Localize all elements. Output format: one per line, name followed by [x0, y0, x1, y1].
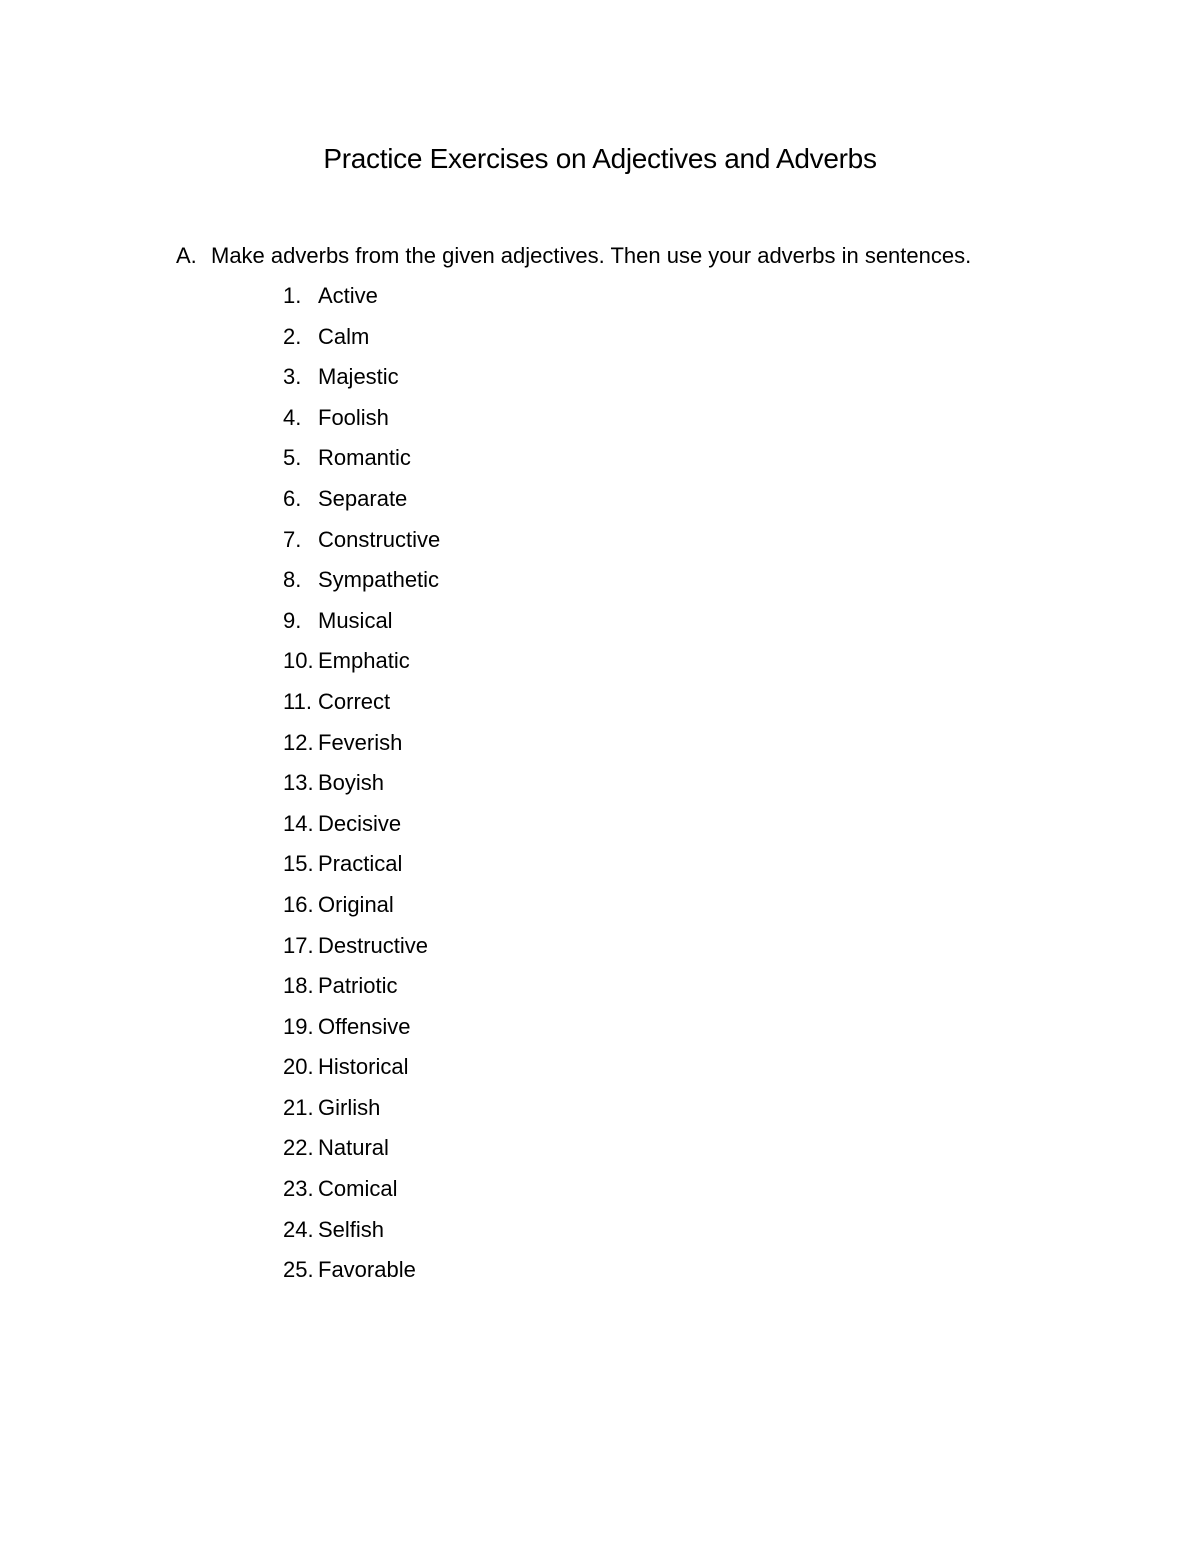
list-item-number: 11. [283, 688, 312, 714]
list-item [283, 362, 440, 403]
list-item [283, 281, 440, 322]
list-item-number: 24. [283, 1216, 314, 1242]
list-item-adjective: Romantic [318, 445, 411, 471]
list-item [283, 1133, 440, 1174]
list-item [283, 403, 440, 444]
list-item-number: 19. [283, 1013, 314, 1039]
list-item [283, 606, 440, 647]
list-item [283, 931, 440, 972]
adjective-list [283, 281, 440, 1296]
list-item-adjective: Historical [318, 1054, 409, 1080]
list-item-adjective: Constructive [318, 526, 441, 552]
list-item-adjective: Emphatic [318, 648, 410, 674]
list-item-adjective: Offensive [318, 1013, 411, 1039]
list-item-number: 9. [283, 607, 302, 633]
list-item-adjective: Girlish [318, 1094, 381, 1120]
list-item-number: 12. [283, 729, 314, 755]
list-item-number: 22. [283, 1135, 314, 1161]
list-item-adjective: Boyish [318, 770, 385, 796]
list-item [283, 687, 440, 728]
list-item-number: 16. [283, 891, 314, 917]
list-item-number: 23. [283, 1176, 314, 1202]
list-item-number: 3. [283, 364, 302, 390]
list-item-number: 2. [283, 323, 302, 349]
list-item-number: 25. [283, 1257, 314, 1283]
list-item [283, 768, 440, 809]
list-item [283, 971, 440, 1012]
list-item-number: 17. [283, 932, 314, 958]
list-item [283, 809, 440, 850]
list-item-number: 4. [283, 404, 302, 430]
list-item [283, 1215, 440, 1256]
list-item [283, 1174, 440, 1215]
list-item-number: 8. [283, 567, 302, 593]
list-item-adjective: Active [318, 283, 378, 308]
list-item-number: 21. [283, 1094, 314, 1120]
list-item [283, 646, 440, 687]
list-item-adjective: Foolish [318, 404, 389, 430]
list-item-adjective: Selfish [318, 1216, 385, 1242]
list-item [283, 565, 440, 606]
list-item [283, 849, 440, 890]
list-item-number: 20. [283, 1054, 314, 1080]
list-item [283, 1093, 440, 1134]
list-item-adjective: Practical [318, 851, 403, 877]
list-item [283, 322, 440, 363]
section-heading [176, 241, 1156, 271]
list-item [283, 1255, 440, 1296]
list-item-adjective: Favorable [318, 1257, 416, 1283]
list-item-number: 7. [283, 526, 302, 552]
list-item-adjective: Correct [318, 688, 391, 714]
list-item [283, 484, 440, 525]
section-instruction: Make adverbs from the given adjectives. Then use your adverbs in sentences. [211, 243, 972, 268]
list-item-number: 15. [283, 851, 314, 877]
list-item-number: 10. [283, 648, 314, 674]
list-item [283, 525, 440, 566]
list-item-number: 13. [283, 770, 314, 796]
list-item-adjective: Patriotic [318, 973, 398, 999]
list-item-adjective: Separate [318, 485, 408, 511]
list-item-number: 6. [283, 485, 302, 511]
list-item-adjective: Calm [318, 323, 370, 349]
list-item-number: 1. [283, 283, 302, 308]
exercise-section [176, 241, 1156, 271]
list-item-adjective: Comical [318, 1176, 398, 1202]
list-item-adjective: Sympathetic [318, 567, 440, 593]
list-item [283, 1012, 440, 1053]
page-title: Practice Exercises on Adjectives and Adverbs [323, 143, 877, 174]
list-item-adjective: Feverish [318, 729, 403, 755]
list-item-adjective: Decisive [318, 810, 402, 836]
list-item-number: 14. [283, 810, 314, 836]
list-item-adjective: Musical [318, 607, 393, 633]
list-item-adjective: Original [318, 891, 394, 917]
list-item-number: 5. [283, 445, 302, 471]
list-item-adjective: Natural [318, 1135, 389, 1161]
list-item [283, 1052, 440, 1093]
list-item [283, 890, 440, 931]
list-item [283, 443, 440, 484]
list-item-adjective: Majestic [318, 364, 399, 390]
list-item-adjective: Destructive [318, 932, 429, 958]
list-item-number: 18. [283, 973, 314, 999]
section-letter: A. [176, 243, 197, 268]
list-item [283, 728, 440, 769]
